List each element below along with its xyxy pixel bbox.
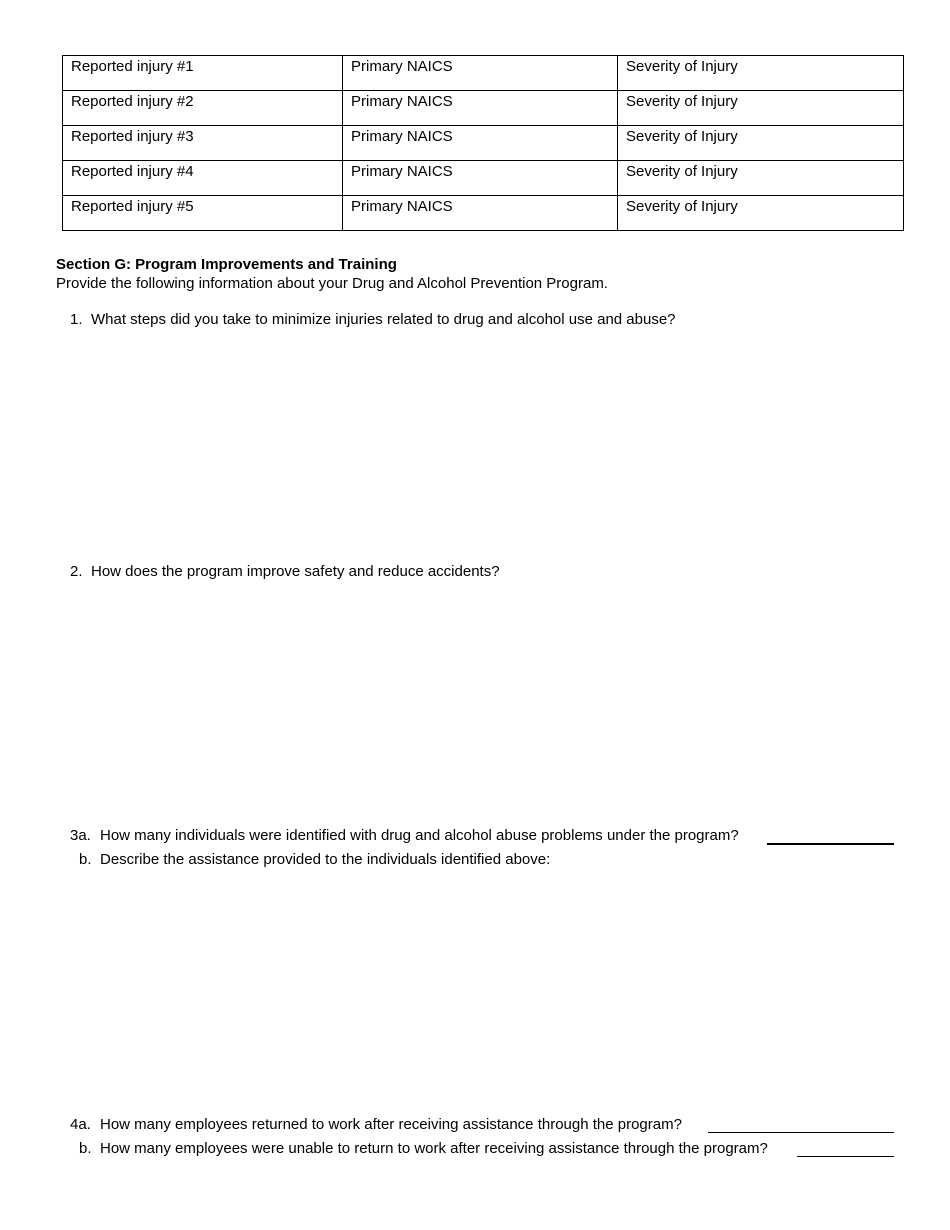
question-number: 2. — [70, 563, 83, 580]
primary-naics-cell[interactable]: Primary NAICS — [343, 126, 618, 161]
question-number: 1. — [70, 311, 83, 328]
question-text: Describe the assistance provided to the individuals identified above: — [100, 851, 551, 868]
table-row — [63, 91, 904, 126]
question-text: How does the program improve safety and reduce accidents? — [91, 563, 500, 580]
employees-unable-to-return-answer-line[interactable] — [797, 1156, 894, 1157]
question-text: How many individuals were identified with drug and alcohol abuse problems under the program? — [100, 827, 739, 844]
reported-injuries-table — [62, 55, 904, 231]
question-number: 3a. — [70, 827, 91, 844]
reported-injury-cell[interactable]: Reported injury #2 — [63, 91, 343, 126]
question-2 — [70, 563, 500, 581]
answer-area-1[interactable] — [90, 335, 895, 555]
individuals-identified-answer-line[interactable] — [767, 843, 894, 845]
reported-injury-cell[interactable]: Reported injury #3 — [63, 126, 343, 161]
answer-area-2[interactable] — [90, 587, 895, 817]
question-text: How many employees returned to work after receiving assistance through the program? — [100, 1116, 682, 1133]
question-3b — [79, 851, 550, 869]
section-g-intro: Provide the following information about your Drug and Alcohol Prevention Program. — [56, 275, 608, 292]
severity-of-injury-cell[interactable]: Severity of Injury — [618, 196, 904, 231]
severity-of-injury-cell[interactable]: Severity of Injury — [618, 126, 904, 161]
primary-naics-cell[interactable]: Primary NAICS — [343, 196, 618, 231]
severity-of-injury-cell[interactable]: Severity of Injury — [618, 56, 904, 91]
question-3a — [70, 827, 739, 845]
table-row — [63, 161, 904, 196]
question-4b — [79, 1140, 768, 1158]
primary-naics-cell[interactable]: Primary NAICS — [343, 56, 618, 91]
primary-naics-cell[interactable]: Primary NAICS — [343, 161, 618, 196]
severity-of-injury-cell[interactable]: Severity of Injury — [618, 91, 904, 126]
severity-of-injury-cell[interactable]: Severity of Injury — [618, 161, 904, 196]
question-number: b. — [79, 851, 92, 868]
question-1 — [70, 311, 676, 329]
table-row — [63, 196, 904, 231]
table-row — [63, 56, 904, 91]
section-g-title: Section G: Program Improvements and Training — [56, 256, 397, 273]
reported-injury-cell[interactable]: Reported injury #1 — [63, 56, 343, 91]
question-text: How many employees were unable to return to work after receiving assistance through the program? — [100, 1140, 768, 1157]
question-number: b. — [79, 1140, 92, 1157]
reported-injury-cell[interactable]: Reported injury #5 — [63, 196, 343, 231]
primary-naics-cell[interactable]: Primary NAICS — [343, 91, 618, 126]
answer-area-3b[interactable] — [90, 875, 895, 1100]
reported-injury-cell[interactable]: Reported injury #4 — [63, 161, 343, 196]
table-row — [63, 126, 904, 161]
question-text: What steps did you take to minimize injuries related to drug and alcohol use and abuse? — [91, 311, 676, 328]
employees-returned-answer-line[interactable] — [708, 1132, 894, 1133]
question-4a — [70, 1116, 682, 1134]
question-number: 4a. — [70, 1116, 91, 1133]
